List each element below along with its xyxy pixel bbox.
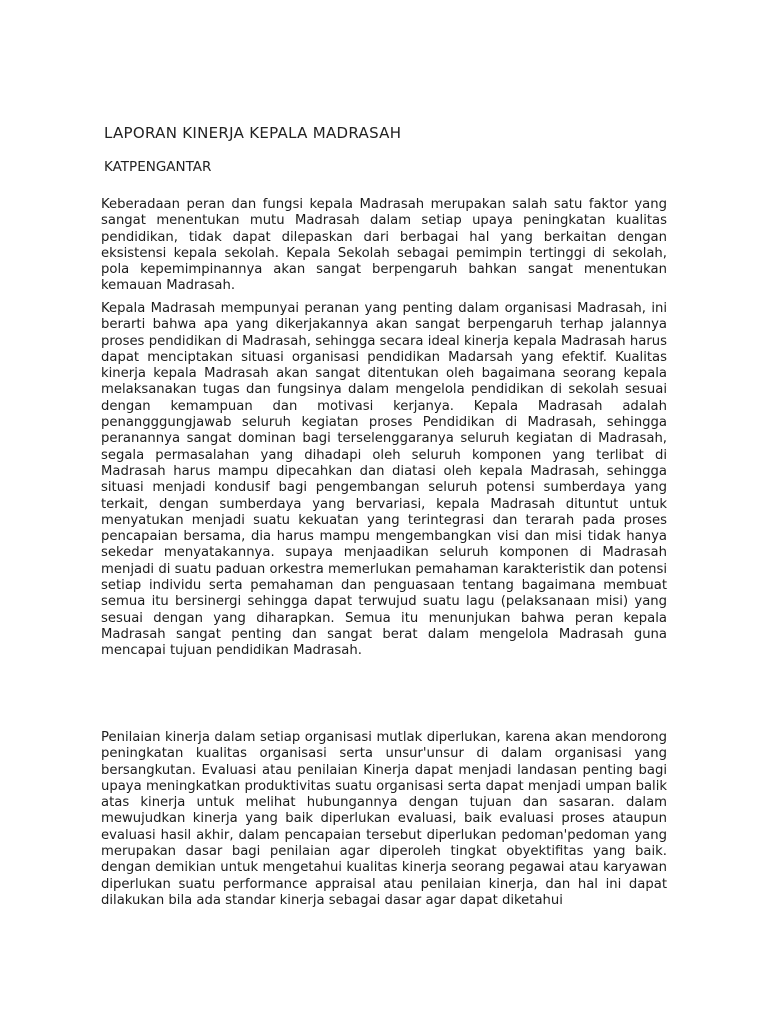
document-title: LAPORAN KINERJA KEPALA MADRASAH [104,124,402,142]
paragraph-3: Penilaian kinerja dalam setiap organisasi mutlak diperlukan, karena akan mendorong peningkatan kualitas organisasi serta unsur'unsur di dalam organisasi yang bersangkutan. Evaluasi atau penilaian Kinerja dapat menjadi landasan penting bagi upaya meningkatkan produktivitas suatu organisasi serta dapat menjadi umpan balik atas kinerja untuk melihat hubungannya dengan tujuan dan sasaran. dalam mewujudkan kinerja yang baik diperlukan evaluasi, baik evaluasi proses ataupun evaluasi hasil akhir, dalam pencapaian tersebut diperlukan pedoman'pedoman yang merupakan dasar bagi penilaian agar diperoleh tingkat obyektifitas yang baik. dengan demikian untuk mengetahui kualitas kinerja seorang pegawai atau karyawan diperlukan suatu performance appraisal atau penilaian kinerja, dan hal ini dapat dilakukan bila ada standar kinerja sebagai dasar agar dapat diketahui [101,730,667,908]
paragraph-1: Keberadaan peran dan fungsi kepala Madrasah merupakan salah satu faktor yang sangat menentukan mutu Madrasah dalam setiap upaya peningkatan kualitas pendidikan, tidak dapat dilepaskan dari berbagai hal yang berkaitan dengan eksistensi kepala sekolah. Kepala Sekolah sebagai pemimpin tertinggi di sekolah, pola kepemimpinannya akan sangat berpengaruh bahkan sangat menentukan kemauan Madrasah. [101,197,667,294]
paragraph-2: Kepala Madrasah mempunyai peranan yang penting dalam organisasi Madrasah, ini berarti bahwa apa yang dikerjakannya akan sangat berpengaruh terhap jalannya proses pendidikan di Madrasah, sehingga secara ideal kinerja kepala Madrasah harus dapat menciptakan situasi organisasi pendidikan Madarsah yang efektif. Kualitas kinerja kepala Madrasah akan sangat ditentukan oleh bagaimana seorang kepala melaksanakan tugas dan fungsinya dalam mengelola pendidikan di sekolah sesuai dengan kemampuan dan motivasi kerjanya. Kepala Madrasah adalah penangggungjawab seluruh kegiatan proses Pendidikan di Madrasah, sehingga peranannya sangat dominan bagi terselenggaranya seluruh kegiatan di Madrasah, segala permasalahan yang dihadapi oleh seluruh komponen yang terlibat di Madrasah harus mampu dipecahkan dan diatasi oleh kepala Madrasah, sehingga situasi menjadi kondusif bagi pengembangan seluruh potensi sumberdaya yang terkait, dengan sumberdaya yang bervariasi, kepala Madrasah dituntut untuk menyatukan menjadi suatu kekuatan yang terintegrasi dan terarah pada proses pencapaian bersama, dia harus mampu mengembangkan visi dan misi tidak hanya sekedar menyatakannya. supaya menjaadikan seluruh komponen di Madrasah menjadi di suatu paduan orkestra memerlukan pemahaman karakteristik dan potensi setiap individu serta pemahaman dan penguasaan tentang bagaimana membuat semua itu bersinergi sehingga dapat terwujud suatu lagu (pelaksanaan misi) yang sesuai dengan yang diharapkan. Semua itu menunjukan bahwa peran kepala Madrasah sangat penting dan sangat berat dalam mengelola Madrasah guna mencapai tujuan pendidikan Madrasah. [101,301,667,659]
document-subtitle: KATPENGANTAR [104,159,212,175]
